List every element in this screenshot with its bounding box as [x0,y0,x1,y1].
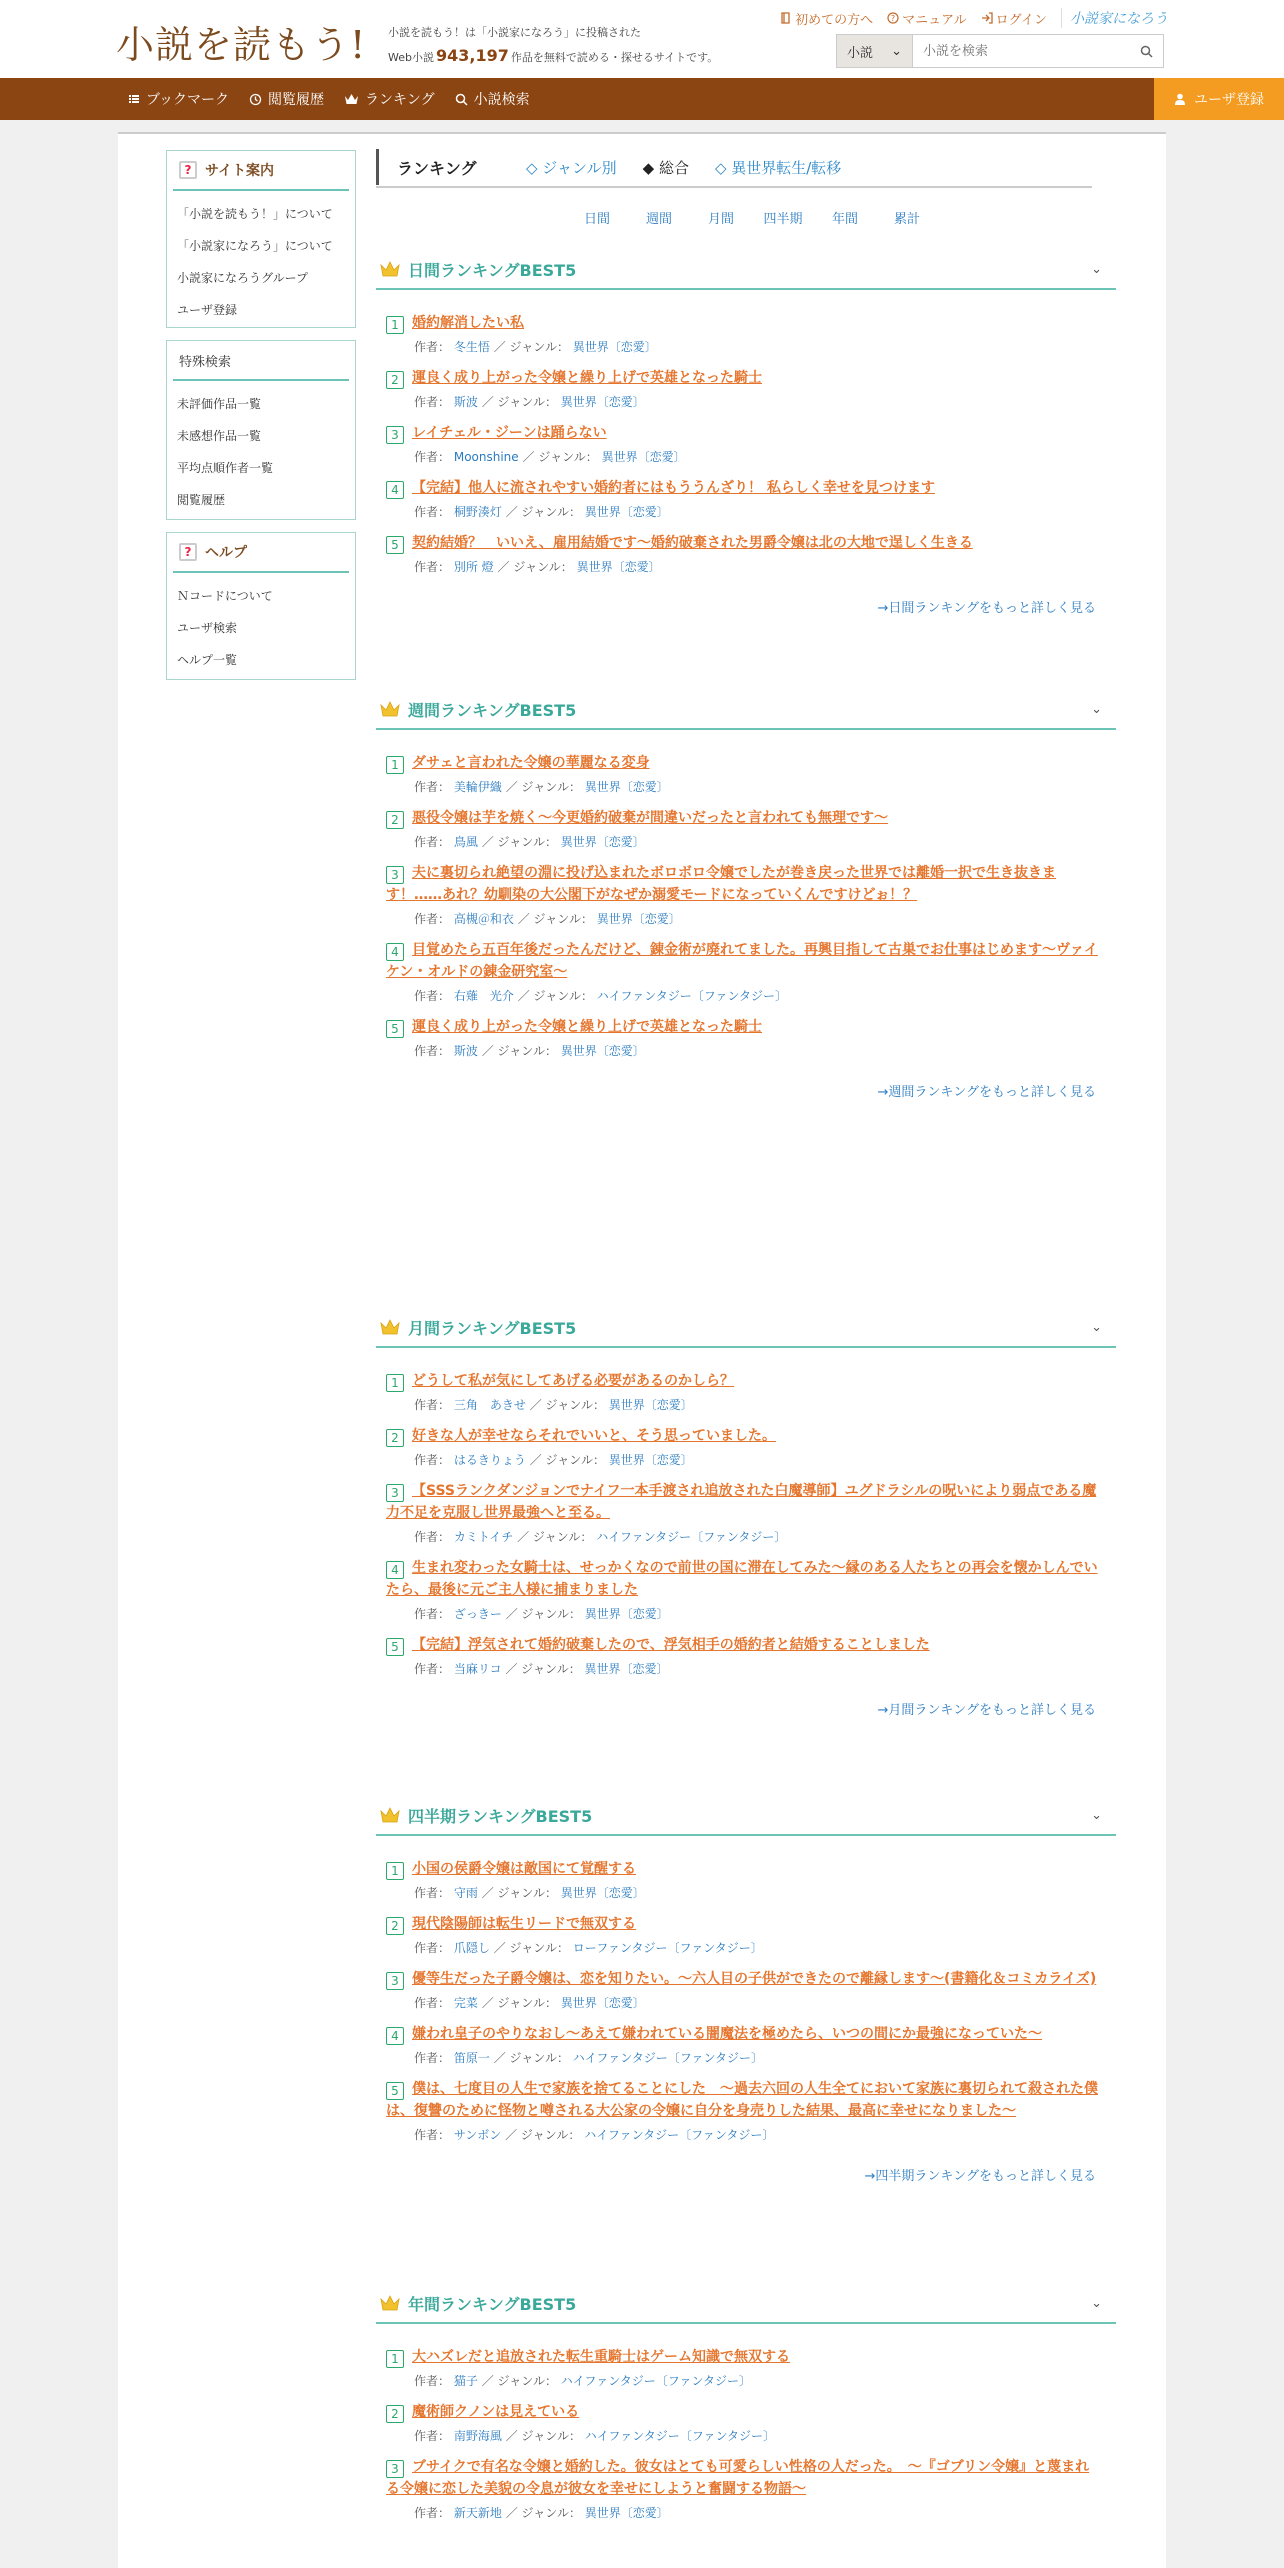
genre-link[interactable]: 異世界〔恋愛〕 [584,1607,669,1621]
genre-link[interactable]: 異世界〔恋愛〕 [560,1886,645,1900]
novel-meta: 作者： 完菜 ／ ジャンル： 異世界〔恋愛〕 [414,1996,645,2010]
rank-badge: 5 [386,1638,404,1656]
ranking-item [376,740,1116,795]
rank-badge: 1 [386,1862,404,1880]
nav-history[interactable]: 閲覧履歴 [249,89,324,109]
genre-link[interactable]: 異世界〔恋愛〕 [584,505,669,519]
author-link[interactable]: 守雨 [453,1886,478,1900]
novel-title-link[interactable]: 運良く成り上がった令嬢と繰り上げで英雄となった騎士 [412,370,762,386]
period-daily[interactable]: 日間 [583,212,610,227]
genre-link[interactable]: 異世界〔恋愛〕 [608,1398,693,1412]
rank-badge: 1 [386,316,404,334]
novel-title-link[interactable]: 小国の侯爵令嬢は敵国にて覚醒する [412,1861,636,1877]
author-link[interactable]: 斯波 [453,1044,478,1058]
novel-meta: 作者： 新天新地 ／ ジャンル： 異世界〔恋愛〕 [414,2506,669,2520]
novel-meta: 作者： Moonshine ／ ジャンル： 異世界〔恋愛〕 [414,450,686,464]
chevron-down-icon[interactable]: ⌄ [1091,1320,1102,1335]
user-icon [1174,93,1186,105]
chevron-down-icon[interactable]: ⌄ [1091,2296,1102,2311]
novel-title-link[interactable]: 夫に裏切られ絶望の淵に投げ込まれたボロボロ令嬢でしたが巻き戻った世界では離婚一択で生き抜きます！……あれ？幼馴染の大公閣下がなぜか溺愛モードになっていくんですけどぉ！？ [386,865,1056,903]
more-ranking-link[interactable]: →四半期ランキングをもっと詳しく見る [864,2169,1096,2184]
novel-meta: 作者： 斯波 ／ ジャンル： 異世界〔恋愛〕 [414,1044,645,1058]
novel-count: 943,197 [435,46,509,65]
ranking-item [376,1545,1116,1622]
section-header[interactable] [376,250,1116,290]
ranking-item [376,927,1116,1004]
ranking-item [376,1413,1116,1468]
ranking-item [376,410,1116,465]
author-link[interactable]: 完菜 [453,1996,478,2010]
author-link[interactable]: ざっきー [453,1607,502,1621]
ranking-item [376,1846,1116,1901]
login-icon [981,12,993,24]
section-header[interactable] [376,1308,1116,1348]
rank-badge: 2 [386,2405,404,2423]
rank-badge: 1 [386,2350,404,2368]
novel-title-link[interactable]: ブサイクで有名な令嬢と婚約した。彼女はとても可愛らしい性格の人だった。 ～『ゴブリン令嬢』と蔑まれる令嬢に恋した美貌の令息が彼女を幸せにしようと奮闘する物語～ [386,2459,1090,2497]
novel-meta: 作者： 桐野湊灯 ／ ジャンル： 異世界〔恋愛〕 [414,505,669,519]
crown-icon [380,1319,400,1335]
search-box [836,34,1164,68]
ranking-heading: ランキング [376,149,526,185]
ranking-section [376,1308,1116,1718]
genre-link[interactable]: ハイファンタジー〔ファンタジー〕 [596,989,787,1003]
genre-link[interactable]: 異世界〔恋愛〕 [608,1453,693,1467]
content-container [118,132,1166,2568]
ranking-item [376,1622,1116,1677]
novel-title-link[interactable]: レイチェル・ジーンは踊らない [412,425,607,441]
genre-link[interactable]: ハイファンタジー〔ファンタジー〕 [584,2128,775,2142]
genre-link[interactable]: 異世界〔恋愛〕 [584,780,669,794]
author-link[interactable]: 鳥風 [453,835,478,849]
site-header [0,0,1284,78]
genre-link[interactable]: 異世界〔恋愛〕 [560,1044,645,1058]
genre-link[interactable]: ローファンタジー〔ファンタジー〕 [572,1941,763,1955]
tagline: 小説を読もう！は「小説家になろう」に投稿された [388,26,641,39]
beginner-link[interactable]: 初めての方へ [780,9,873,28]
ranking-item [376,795,1116,850]
novel-meta: 作者： 当麻リコ ／ ジャンル： 異世界〔恋愛〕 [414,1662,669,1676]
search-type-select[interactable]: 小説 ⌄ [837,35,913,67]
sidebar-item-about-yomou[interactable]: 「小説を読もう！」について [177,206,333,221]
novel-title-link[interactable]: 魔術師クノンは見えている [412,2404,580,2420]
ranking-item [376,850,1116,927]
crown-icon [380,701,400,717]
author-link[interactable]: カミトイチ [453,1530,514,1544]
tagline-count: Web小説 943,197 作品を無料で読める・探せるサイトです。 [388,46,719,65]
rank-badge: 3 [386,426,404,444]
ranking-section [376,1796,1116,2184]
novel-title-link[interactable]: 婚約解消したい私 [412,315,524,331]
genre-link[interactable]: ハイファンタジー〔ファンタジー〕 [560,2374,751,2388]
author-link[interactable]: Moonshine [453,450,519,464]
ranking-item [376,2066,1116,2143]
rank-badge: 1 [386,1374,404,1392]
section-title: 年間ランキングBEST5 [408,2294,577,2314]
novel-title-link[interactable]: 悪役令嬢は芋を焼く〜今更婚約破棄が間違いだったと言われても無理です〜 [412,810,888,826]
rank-badge: 5 [386,1020,404,1038]
genre-link[interactable]: 異世界〔恋愛〕 [601,450,686,464]
novel-title-link[interactable]: 大ハズレだと追放された転生重騎士はゲーム知識で無双する [412,2349,790,2365]
section-title: 月間ランキングBEST5 [408,1318,577,1338]
novel-meta: 作者： 三角 あきせ ／ ジャンル： 異世界〔恋愛〕 [414,1398,693,1412]
search-button[interactable] [1129,35,1163,67]
novel-title-link[interactable]: 【完結】浮気されて婚約破棄したので、浮気相手の婚約者と結婚することしました [412,1637,930,1653]
tab-isekai[interactable]: ◇ 異世界転生/転移 [714,158,842,177]
ranking-section [376,2284,1116,2521]
sidebar-site-guide: ? サイト案内 「小説を読もう！」について 「小説家になろう」について 小説家になろうグループ ユーザ登録 [166,150,356,328]
list-icon [128,93,140,105]
novel-meta: 作者： サンボン ／ ジャンル： ハイファンタジー〔ファンタジー〕 [414,2128,775,2142]
section-header[interactable] [376,1796,1116,1836]
ranking-item [376,465,1116,520]
search-icon [455,93,468,106]
author-link[interactable]: サンボン [453,2128,502,2142]
novel-title-link[interactable]: 優等生だった子爵令嬢は、恋を知りたい。～六人目の子供ができたので離縁します～(書籍化＆コミカライズ) [412,1971,1097,1987]
sidebar-item-user-search[interactable]: ユーザ検索 [177,620,238,635]
novel-title-link[interactable]: 【SSSランクダンジョンでナイフ一本手渡され追放された白魔導師】ユグドラシルの呪いにより弱点である魔力不足を克服し世界最強へと至る。 [386,1483,1097,1521]
genre-link[interactable]: ハイファンタジー〔ファンタジー〕 [596,1530,787,1544]
sidebar-item-avg-score-authors[interactable]: 平均点順作者一覧 [177,460,274,475]
section-title: 日間ランキングBEST5 [408,260,577,280]
rank-badge: 4 [386,2027,404,2045]
novel-title-link[interactable]: 現代陰陽師は転生リードで無双する [412,1916,636,1932]
novel-meta: 作者： 右薙 光介 ／ ジャンル： ハイファンタジー〔ファンタジー〕 [414,989,787,1003]
novel-meta: 作者： 守雨 ／ ジャンル： 異世界〔恋愛〕 [414,1886,645,1900]
genre-link[interactable]: 異世界〔恋愛〕 [596,912,681,926]
tab-overall[interactable]: ◆ 総合 [642,158,689,177]
rank-badge: 3 [386,1972,404,1990]
rank-badge: 3 [386,1484,404,1502]
ranking-item [376,2444,1116,2521]
novel-meta: 作者： 爪隠し ／ ジャンル： ローファンタジー〔ファンタジー〕 [414,1941,763,1955]
sidebar-item-narou-group[interactable]: 小説家になろうグループ [177,270,309,285]
novel-meta: 作者： 猫子 ／ ジャンル： ハイファンタジー〔ファンタジー〕 [414,2374,751,2388]
genre-link[interactable]: 異世界〔恋愛〕 [560,1996,645,2010]
author-link[interactable]: 冬生悟 [453,340,490,354]
novel-meta: 作者： カミトイチ ／ ジャンル： ハイファンタジー〔ファンタジー〕 [414,1530,787,1544]
site-logo[interactable]: 小説を読もう! [116,23,367,67]
main-nav [0,78,1284,120]
sidebar-item-ncode[interactable]: Ｎコードについて [177,588,273,603]
sidebar-item-about-narou[interactable]: 「小説家になろう」について [177,238,333,253]
rank-badge: 5 [386,536,404,554]
novel-title-link[interactable]: 【完結】他人に流されやすい婚約者にはもううんざり！ 私らしく幸せを見つけます [412,480,935,496]
period-yearly[interactable]: 年間 [831,212,858,227]
history-icon [249,93,262,106]
chevron-down-icon[interactable]: ⌄ [1091,1808,1102,1823]
sidebar-item-unrated[interactable]: 未評価作品一覧 [177,396,262,411]
chevron-down-icon: ⌄ [891,43,902,59]
user-register-button[interactable]: ユーザ登録 [1154,78,1284,120]
novel-meta: 作者： 冬生悟 ／ ジャンル： 異世界〔恋愛〕 [414,340,657,354]
ranking-item [376,1358,1116,1413]
rank-badge: 5 [386,2082,404,2100]
question-icon: ? [179,543,197,561]
author-link[interactable]: 爪隠し [453,1941,490,1955]
period-monthly[interactable]: 月間 [707,212,734,227]
ranking-item [376,1956,1116,2011]
crown-icon [380,2295,400,2311]
author-link[interactable]: 桐野湊灯 [453,505,502,519]
sidebar-item-history[interactable]: 閲覧履歴 [177,492,226,507]
crown-icon [344,93,359,105]
ranking-tabs [376,148,1092,188]
ranking-item [376,2011,1116,2066]
ranking-item [376,1004,1116,1059]
rank-badge: 3 [386,866,404,884]
novel-meta: 作者： ざっきー ／ ジャンル： 異世界〔恋愛〕 [414,1607,669,1621]
nav-bookmark[interactable]: ブックマーク [128,89,229,109]
genre-link[interactable]: 異世界〔恋愛〕 [584,1662,669,1676]
author-link[interactable]: 斯波 [453,395,478,409]
login-link[interactable]: ログイン [981,9,1047,28]
crown-icon [380,1807,400,1823]
novel-meta: 作者： 南野海風 ／ ジャンル： ハイファンタジー〔ファンタジー〕 [414,2429,775,2443]
section-header[interactable] [376,690,1116,730]
author-link[interactable]: 南野海風 [453,2429,502,2443]
period-total[interactable]: 累計 [893,212,920,227]
section-header[interactable] [376,2284,1116,2324]
genre-link[interactable]: 異世界〔恋愛〕 [560,835,645,849]
author-link[interactable]: 三角 あきせ [453,1398,526,1412]
author-link[interactable]: 高槻＠和衣 [453,912,514,926]
novel-meta: 作者： はるきりょう ／ ジャンル： 異世界〔恋愛〕 [414,1453,693,1467]
novel-meta: 作者： 斯波 ／ ジャンル： 異世界〔恋愛〕 [414,395,645,409]
book-icon [780,12,792,24]
novel-meta: 作者： 高槻＠和衣 ／ ジャンル： 異世界〔恋愛〕 [414,912,681,926]
rank-badge: 1 [386,756,404,774]
sidebar-help: ? ヘルプ Ｎコードについて ユーザ検索 ヘルプ一覧 [166,532,356,680]
novel-title-link[interactable]: 僕は、七度目の人生で家族を捨てることにした ～過去六回の人生全てにおいて家族に裏切られて殺された僕は、復讐のために怪物と噂される大公家の令嬢に自分を身売りした結果、最高に幸せになりました～ [386,2081,1098,2119]
ranking-item [376,1901,1116,1956]
period-weekly[interactable]: 週間 [645,212,672,227]
sidebar-item-help-list[interactable]: ヘルプ一覧 [177,652,238,667]
novel-title-link[interactable]: 契約結婚？ いいえ、雇用結婚です～婚約破棄された男爵令嬢は北の大地で逞しく生きる [412,535,973,551]
genre-link[interactable]: 異世界〔恋愛〕 [572,340,657,354]
more-ranking-link[interactable]: →日間ランキングをもっと詳しく見る [877,601,1096,616]
search-input[interactable] [913,35,1129,67]
genre-link[interactable]: ハイファンタジー〔ファンタジー〕 [572,2051,763,2065]
rank-badge: 2 [386,1917,404,1935]
nav-ranking[interactable]: ランキング [344,89,435,109]
ranking-item [376,520,1116,575]
novel-meta: 作者： 別所 燈 ／ ジャンル： 異世界〔恋愛〕 [414,560,661,574]
author-link[interactable]: 新天新地 [453,2506,502,2520]
rank-badge: 3 [386,2460,404,2478]
tab-genre[interactable]: ◇ ジャンル別 [526,158,617,177]
chevron-down-icon[interactable]: ⌄ [1091,262,1102,277]
rank-badge: 2 [386,371,404,389]
ranking-section [376,690,1116,1100]
chevron-down-icon[interactable]: ⌄ [1091,702,1102,717]
novel-title-link[interactable]: どうして私が気にしてあげる必要があるのかしら？ [412,1373,734,1389]
author-link[interactable]: 猫子 [453,2374,478,2388]
novel-title-link[interactable]: 生まれ変わった女騎士は、せっかくなので前世の国に滞在してみた～縁のある人たちとの再会を懐かしんでいたら、最後に元ご主人様に捕まりました [386,1560,1098,1598]
more-ranking-link[interactable]: →月間ランキングをもっと詳しく見る [877,1703,1096,1718]
novel-title-link[interactable]: 嫌われ皇子のやりなおし～あえて嫌われている闇魔法を極めたら、いつの間にか最強になっていた～ [412,2026,1042,2042]
question-circle-icon [887,12,899,24]
novel-meta: 作者： 笛原一 ／ ジャンル： ハイファンタジー〔ファンタジー〕 [414,2051,763,2065]
author-link[interactable]: 美輪伊織 [453,780,502,794]
novel-title-link[interactable]: 運良く成り上がった令嬢と繰り上げで英雄となった騎士 [412,1019,762,1035]
ranking-section [376,250,1116,616]
rank-badge: 2 [386,811,404,829]
rank-badge: 2 [386,1429,404,1447]
sidebar-special-search: 特殊検索 未評価作品一覧 未感想作品一覧 平均点順作者一覧 閲覧履歴 [166,340,356,520]
ranking-item [376,2389,1116,2444]
svg-text:?: ? [891,14,896,23]
manual-link[interactable]: ? マニュアル [887,9,966,28]
novel-meta: 作者： 美輪伊織 ／ ジャンル： 異世界〔恋愛〕 [414,780,669,794]
rank-badge: 4 [386,1561,404,1579]
top-links [780,8,1168,28]
ranking-item [376,355,1116,410]
author-link[interactable]: 別所 燈 [453,560,494,574]
author-link[interactable]: はるきりょう [453,1453,526,1467]
author-link[interactable]: 右薙 光介 [453,989,514,1003]
rank-badge: 4 [386,943,404,961]
genre-link[interactable]: ハイファンタジー〔ファンタジー〕 [584,2429,775,2443]
search-icon [1140,45,1153,58]
novel-meta: 作者： 鳥風 ／ ジャンル： 異世界〔恋愛〕 [414,835,645,849]
sidebar-item-user-register[interactable]: ユーザ登録 [177,302,238,317]
question-icon: ? [179,161,197,179]
narou-logo[interactable]: 小説家になろう [1061,8,1168,28]
novel-title-link[interactable]: 目覚めたら五百年後だったんだけど、錬金術が廃れてました。再興目指して古巣でお仕事はじめます～ヴァイケン・オルドの錬金研究室～ [386,942,1098,980]
period-quarterly[interactable]: 四半期 [763,212,803,227]
more-ranking-link[interactable]: →週間ランキングをもっと詳しく見る [877,1085,1096,1100]
ranking-item [376,2334,1116,2389]
genre-link[interactable]: 異世界〔恋愛〕 [560,395,645,409]
novel-title-link[interactable]: ダサェと言われた令嬢の華麗なる変身 [412,755,650,771]
ranking-item [376,1468,1116,1545]
crown-icon [380,261,400,277]
genre-link[interactable]: 異世界〔恋愛〕 [576,560,661,574]
novel-title-link[interactable]: 好きな人が幸せならそれでいいと、そう思っていました。 [412,1428,776,1444]
section-title: 週間ランキングBEST5 [408,700,577,720]
nav-search[interactable]: 小説検索 [455,89,530,109]
ranking-item [376,300,1116,355]
period-nav [566,208,938,227]
section-title: 四半期ランキングBEST5 [408,1806,593,1826]
sidebar-item-no-review[interactable]: 未感想作品一覧 [177,428,262,443]
author-link[interactable]: 笛原一 [453,2051,490,2065]
genre-link[interactable]: 異世界〔恋愛〕 [584,2506,669,2520]
rank-badge: 4 [386,481,404,499]
author-link[interactable]: 当麻リコ [453,1662,502,1676]
